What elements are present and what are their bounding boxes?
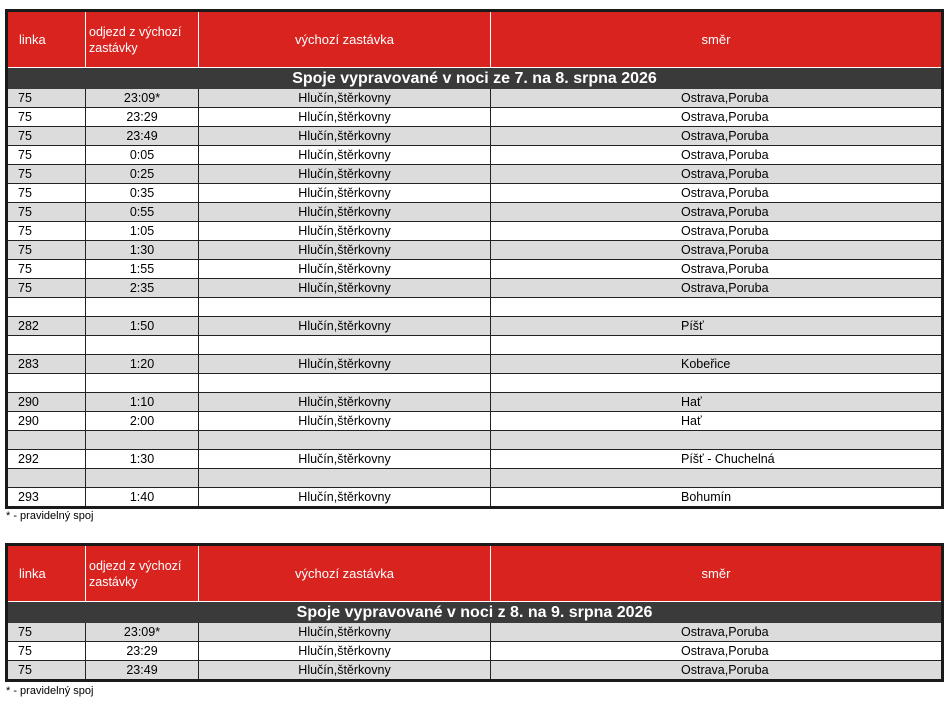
cell-odjezd: 23:49 [86, 127, 199, 146]
cell-linka: 293 [7, 488, 86, 508]
cell-smer: Hať [491, 393, 943, 412]
table-row [7, 222, 943, 241]
cell-linka: 75 [7, 241, 86, 260]
cell-linka: 75 [7, 661, 86, 681]
schedule-table-1 [5, 9, 944, 509]
cell-smer: Ostrava,Poruba [491, 642, 943, 661]
cell-linka: 75 [7, 642, 86, 661]
cell-smer: Píšť [491, 317, 943, 336]
cell-linka: 75 [7, 89, 86, 108]
cell-odjezd: 23:29 [86, 108, 199, 127]
cell-linka [7, 431, 86, 450]
table-row [7, 412, 943, 431]
cell-odjezd: 0:25 [86, 165, 199, 184]
header-odjezd: odjezd z výchozí zastávky [86, 11, 199, 68]
cell-odjezd: 0:35 [86, 184, 199, 203]
cell-smer: Ostrava,Poruba [491, 89, 943, 108]
cell-linka: 290 [7, 412, 86, 431]
cell-odjezd [86, 431, 199, 450]
cell-zastavka: Hlučín,štěrkovny [199, 355, 491, 374]
section-title: Spoje vypravované v noci ze 7. na 8. srpna 2026 [7, 68, 943, 89]
cell-linka: 292 [7, 450, 86, 469]
header-vychozi-zastavka: výchozí zastávka [199, 11, 491, 68]
table-row [7, 623, 943, 642]
cell-zastavka: Hlučín,štěrkovny [199, 393, 491, 412]
cell-zastavka: Hlučín,štěrkovny [199, 127, 491, 146]
table-row [7, 203, 943, 222]
cell-odjezd: 2:35 [86, 279, 199, 298]
table-row [7, 661, 943, 681]
cell-linka: 282 [7, 317, 86, 336]
table-row [7, 184, 943, 203]
cell-linka: 75 [7, 279, 86, 298]
cell-odjezd: 1:30 [86, 450, 199, 469]
cell-linka: 75 [7, 108, 86, 127]
header-odjezd: odjezd z výchozí zastávky [86, 545, 199, 602]
cell-linka [7, 469, 86, 488]
header-row [7, 545, 943, 602]
table-row [7, 393, 943, 412]
cell-zastavka: Hlučín,štěrkovny [199, 450, 491, 469]
cell-zastavka: Hlučín,štěrkovny [199, 412, 491, 431]
header-smer: směr [491, 545, 943, 602]
cell-linka [7, 336, 86, 355]
table-row [7, 469, 943, 488]
cell-zastavka: Hlučín,štěrkovny [199, 184, 491, 203]
table-row [7, 355, 943, 374]
cell-zastavka: Hlučín,štěrkovny [199, 279, 491, 298]
cell-odjezd: 1:40 [86, 488, 199, 508]
header-row [7, 11, 943, 68]
table-row [7, 317, 943, 336]
cell-smer [491, 336, 943, 355]
header-vychozi-zastavka: výchozí zastávka [199, 545, 491, 602]
table-row [7, 165, 943, 184]
table-row [7, 127, 943, 146]
cell-smer [491, 431, 943, 450]
cell-smer: Píšť - Chuchelná [491, 450, 943, 469]
table-row [7, 146, 943, 165]
cell-odjezd: 1:10 [86, 393, 199, 412]
cell-odjezd [86, 298, 199, 317]
cell-odjezd: 23:09* [86, 89, 199, 108]
cell-smer: Ostrava,Poruba [491, 279, 943, 298]
cell-odjezd [86, 336, 199, 355]
cell-zastavka [199, 431, 491, 450]
cell-linka: 75 [7, 146, 86, 165]
cell-smer: Ostrava,Poruba [491, 260, 943, 279]
cell-smer: Ostrava,Poruba [491, 184, 943, 203]
cell-smer: Ostrava,Poruba [491, 661, 943, 681]
table-row [7, 431, 943, 450]
cell-linka: 290 [7, 393, 86, 412]
cell-smer [491, 469, 943, 488]
cell-zastavka: Hlučín,štěrkovny [199, 146, 491, 165]
cell-zastavka: Hlučín,štěrkovny [199, 661, 491, 681]
table-row [7, 108, 943, 127]
section-title: Spoje vypravované v noci z 8. na 9. srpna 2026 [7, 602, 943, 623]
table-row [7, 336, 943, 355]
cell-zastavka: Hlučín,štěrkovny [199, 165, 491, 184]
cell-odjezd [86, 469, 199, 488]
cell-odjezd: 1:55 [86, 260, 199, 279]
table-row [7, 488, 943, 508]
cell-smer [491, 298, 943, 317]
cell-linka: 75 [7, 623, 86, 642]
cell-odjezd: 1:05 [86, 222, 199, 241]
cell-smer: Ostrava,Poruba [491, 127, 943, 146]
cell-smer: Ostrava,Poruba [491, 623, 943, 642]
cell-odjezd: 0:55 [86, 203, 199, 222]
cell-zastavka: Hlučín,štěrkovny [199, 260, 491, 279]
schedule-table-2 [5, 543, 944, 682]
table-row [7, 279, 943, 298]
cell-zastavka: Hlučín,štěrkovny [199, 89, 491, 108]
cell-odjezd: 23:09* [86, 623, 199, 642]
header-linka: linka [7, 11, 86, 68]
footnote: * - pravidelný spoj [6, 510, 94, 522]
cell-odjezd: 23:49 [86, 661, 199, 681]
cell-zastavka [199, 469, 491, 488]
cell-linka: 75 [7, 260, 86, 279]
cell-odjezd: 1:20 [86, 355, 199, 374]
cell-smer: Ostrava,Poruba [491, 165, 943, 184]
section-title-row [7, 68, 943, 89]
cell-linka: 75 [7, 165, 86, 184]
cell-smer: Hať [491, 412, 943, 431]
table-row [7, 298, 943, 317]
cell-zastavka: Hlučín,štěrkovny [199, 108, 491, 127]
cell-odjezd: 0:05 [86, 146, 199, 165]
table-row [7, 642, 943, 661]
cell-linka: 75 [7, 203, 86, 222]
cell-zastavka [199, 374, 491, 393]
cell-zastavka [199, 298, 491, 317]
cell-odjezd: 2:00 [86, 412, 199, 431]
footnote: * - pravidelný spoj [6, 685, 94, 697]
cell-odjezd: 1:50 [86, 317, 199, 336]
cell-smer: Ostrava,Poruba [491, 108, 943, 127]
header-linka: linka [7, 545, 86, 602]
cell-smer: Bohumín [491, 488, 943, 508]
cell-linka: 75 [7, 184, 86, 203]
cell-odjezd [86, 374, 199, 393]
cell-zastavka [199, 336, 491, 355]
cell-smer: Kobeřice [491, 355, 943, 374]
cell-zastavka: Hlučín,štěrkovny [199, 222, 491, 241]
header-smer: směr [491, 11, 943, 68]
cell-smer: Ostrava,Poruba [491, 203, 943, 222]
table-row [7, 450, 943, 469]
cell-linka: 75 [7, 222, 86, 241]
section-title-row [7, 602, 943, 623]
table-row [7, 260, 943, 279]
cell-odjezd: 1:30 [86, 241, 199, 260]
cell-smer: Ostrava,Poruba [491, 241, 943, 260]
cell-linka: 75 [7, 127, 86, 146]
table-row [7, 374, 943, 393]
cell-smer [491, 374, 943, 393]
cell-odjezd: 23:29 [86, 642, 199, 661]
cell-linka: 283 [7, 355, 86, 374]
cell-smer: Ostrava,Poruba [491, 222, 943, 241]
cell-smer: Ostrava,Poruba [491, 146, 943, 165]
table-row [7, 241, 943, 260]
cell-zastavka: Hlučín,štěrkovny [199, 241, 491, 260]
table-row [7, 89, 943, 108]
cell-zastavka: Hlučín,štěrkovny [199, 488, 491, 508]
cell-zastavka: Hlučín,štěrkovny [199, 642, 491, 661]
cell-zastavka: Hlučín,štěrkovny [199, 317, 491, 336]
cell-linka [7, 298, 86, 317]
cell-linka [7, 374, 86, 393]
cell-zastavka: Hlučín,štěrkovny [199, 623, 491, 642]
cell-zastavka: Hlučín,štěrkovny [199, 203, 491, 222]
